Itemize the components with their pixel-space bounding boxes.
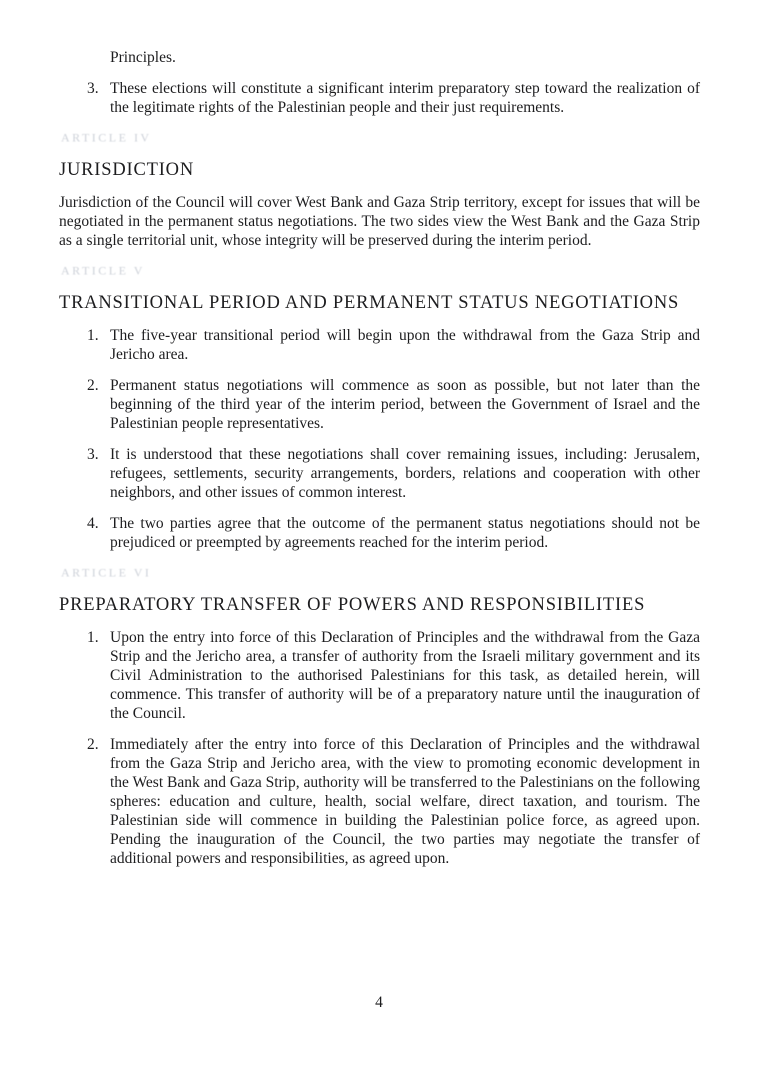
list-item-text: Upon the entry into force of this Declaration of Principles and the withdrawal from the Gaza Strip and the Jericho area, a transfer of authority from the Israeli military government and its Civil Administration to the authorised Palestinians for this task, as detailed herein, will commence. This transfer of authority will be of a preparatory nature until the inauguration of the Council. — [110, 629, 700, 722]
page-number: 4 — [375, 994, 383, 1011]
section-heading-jurisdiction: JURISDICTION — [59, 160, 194, 180]
list-item-number: 2. — [87, 736, 99, 753]
section-heading-preparatory-transfer: PREPARATORY TRANSFER OF POWERS AND RESPONSIBILITIES — [59, 595, 646, 615]
list-item-number: 1. — [87, 629, 99, 646]
list-item-text: The five-year transitional period will begin upon the withdrawal from the Gaza Strip and Jericho area. — [110, 327, 700, 363]
list-item-number: 1. — [87, 327, 99, 344]
list-item-text: Permanent status negotiations will commence as soon as possible, but not later than the beginning of the third year of the interim period, between the Government of Israel and the Palestinian people representatives. — [110, 377, 700, 432]
list-item-number: 2. — [87, 377, 99, 394]
list-item-text: Immediately after the entry into force of this Declaration of Principles and the withdrawal from the Gaza Strip and Jericho area, with the view to promoting economic development in the West Bank and Gaza Strip, authority will be transferred to the Palestinians on the following spheres: education and culture, health, social welfare, direct taxation, and tourism. The Palestinian side will commence in building the Palestinian police force, as agreed upon. Pending the inauguration of the Council, the two parties may negotiate the transfer of additional powers and responsibilities, as agreed upon. — [110, 736, 700, 867]
list-item — [87, 735, 700, 868]
faint-article-marker: ARTICLE V — [61, 264, 145, 278]
faint-article-marker: ARTICLE VI — [61, 566, 152, 580]
list-continuation-text: Principles. — [110, 49, 176, 66]
list-item-text: These elections will constitute a significant interim preparatory step toward the realization of the legitimate rights of the Palestinian people and their just requirements. — [110, 80, 700, 116]
list-item-number: 3. — [87, 446, 99, 463]
list-item — [87, 376, 700, 433]
list-item — [87, 628, 700, 723]
list-item — [87, 326, 700, 364]
list-item — [87, 79, 700, 117]
list-item — [87, 445, 700, 502]
section-paragraph: Jurisdiction of the Council will cover West Bank and Gaza Strip territory, except for issues that will be negotiated in the permanent status negotiations. The two sides view the West Bank and the Gaza Strip as a single territorial unit, whose integrity will be preserved during the interim period. — [59, 194, 700, 249]
faint-article-marker: ARTICLE IV — [61, 131, 152, 145]
list-item-text: The two parties agree that the outcome of the permanent status negotiations should not be prejudiced or preempted by agreements reached for the interim period. — [110, 515, 700, 551]
list-item-number: 4. — [87, 515, 99, 532]
list-item — [87, 514, 700, 552]
list-item-text: It is understood that these negotiations shall cover remaining issues, including: Jerusalem, refugees, settlements, security arrangements, borders, relations and cooperation with other neighbors, and other issues of common interest. — [110, 446, 700, 501]
list-item-number: 3. — [87, 80, 99, 97]
section-heading-transitional-period: TRANSITIONAL PERIOD AND PERMANENT STATUS NEGOTIATIONS — [59, 293, 680, 313]
